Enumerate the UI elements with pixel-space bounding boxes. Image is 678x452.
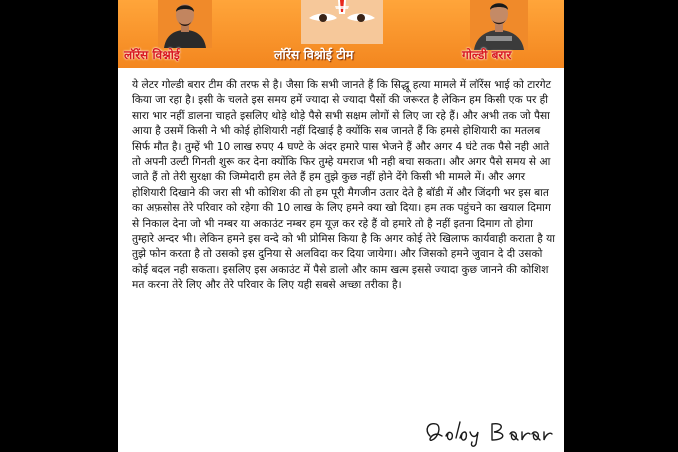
handwritten-signature bbox=[420, 418, 556, 448]
letter-body-text: ये लेटर गोल्डी बरार टीम की तरफ से है। जैसा कि सभी जानते हैं कि सिद्धू हत्या मामले में लॉरेंस भाई को टारगेट किया जा रहा है। इसी के चलते इस समय हमें ज्यादा से ज्यादा पैसों की जरूरत है लेकिन हम किसी एक पर ही सारा भार नहीं डालना चाहते इसलिए थोड़े थोड़े पैसे सभी सक्षम लोगों से लिए जा रहे हैं। और अभी तक जो पैसा आया है उसमें किसी ने भी कोई होशियारी नहीं दिखाई है क्योंकि सब जानते हैं कि हमसे होशियारी का मतलब सिर्फ मौत है। तुम्हें भी 10 लाख रुपए 4 घण्टे के अंदर हमारे पास भेजने हैं और अगर 4 घंटे तक पैसे नही आते तो अपनी उल्टी गिनती शुरू कर देना क्योंकि फिर तुम्हे यमराज भी नही बचा सकता। और अगर पैसे समय से आ जाते हैं तो तेरी सुरक्षा की जिम्मेदारी हम लेते हैं हम तुझे कुछ नहीं होने देंगे किसी भी मामले में। और अगर होशियारी दिखाने की जरा सी भी कोशिश की तो हम पूरी मैगजीन उतार देते है बॉडी में और जिंदगी भर इस बात का अफ़सोस तेरे परिवार को रहेगा की 10 लाख के लिए हमने क्या खो दिया। हम तक पहुंचने का खयाल दिमाग से निकाल देना जो भी नम्बर या अकाउंट नम्बर हम यूज़ कर रहे हैं वो हमारे तो है नहीं इतना दिमाग तो होगा तुम्हारे अन्दर भी। लेकिन हमने इस वन्दे को भी प्रोमिस किया है कि अगर कोई तेरे खिलाफ कार्यवाही कराता है या तुझे फोन करता है तो उसको इस दुनिया से अलविदा कर दिया जायेगा। और जिसको हमने जुवान दे दी उसको कोई बदल नही सकता। इसलिए इस अकाउंट में पैसे डालो और काम खत्म इससे ज्यादा कुछ जानने की कोशिश मत करना तेरे लिए और तेरे परिवार के लिए यही सबसे अच्छा तरीका है। bbox=[132, 79, 555, 292]
letter-page bbox=[118, 0, 564, 452]
left-name-label: लॉरेंस विश्नोई bbox=[124, 48, 180, 62]
left-portrait-photo bbox=[158, 0, 212, 48]
right-name-label: गोल्डी बरार bbox=[462, 48, 512, 62]
tilak-face-emblem bbox=[301, 0, 383, 44]
letter-header bbox=[118, 0, 564, 68]
team-title: लॉरेंस विश्नोई टीम bbox=[274, 47, 354, 62]
right-portrait-photo bbox=[470, 0, 528, 50]
